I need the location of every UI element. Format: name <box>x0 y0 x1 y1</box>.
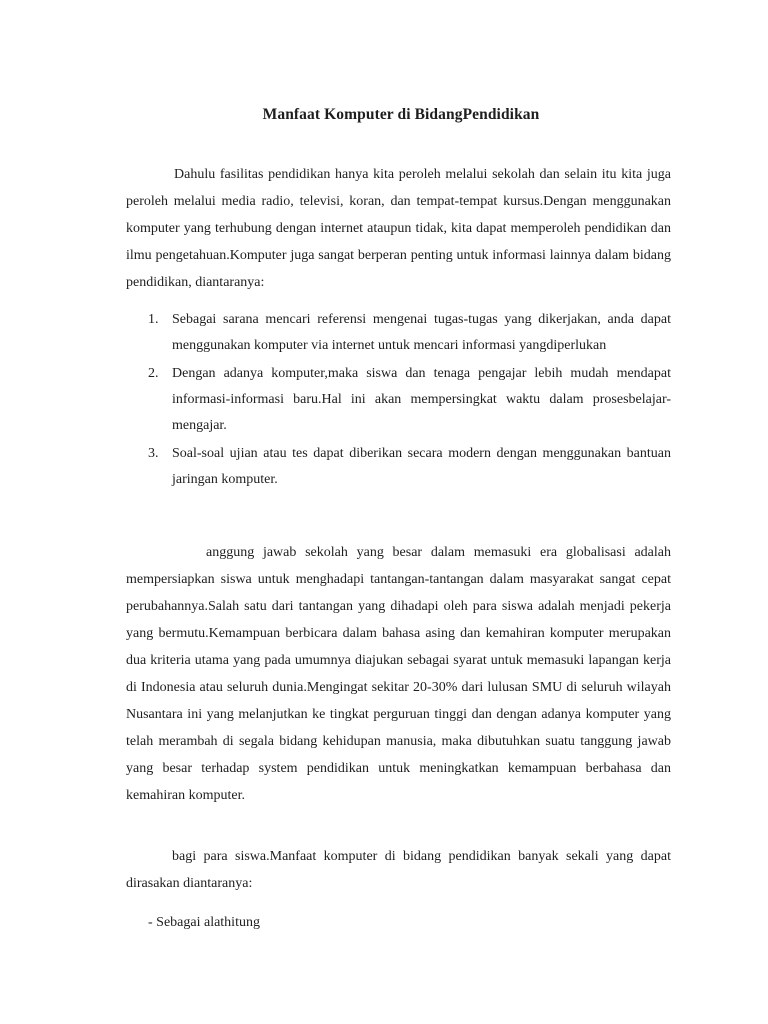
list-item-text: Dengan adanya komputer,maka siswa dan tenaga pengajar lebih mudah mendapat informasi-informasi baru.Hal ini akan mempersingkat waktu dalam prosesbelajar-mengajar. <box>172 366 671 433</box>
list-item <box>148 307 671 359</box>
list-item-text: Sebagai sarana mencari referensi mengenai tugas-tugas yang dikerjakan, anda dapat menggunakan komputer via internet untuk mencari informasi yangdiperlukan <box>172 312 671 353</box>
benefit-list <box>148 307 671 493</box>
list-item-number: 2. <box>148 366 159 381</box>
dash-list-item: - Sebagai alathitung <box>148 915 260 930</box>
list-item-number: 3. <box>148 446 159 461</box>
paragraph-benefits: bagi para siswa.Manfaat komputer di bidang pendidikan banyak sekali yang dapat dirasakan diantaranya: <box>126 849 671 891</box>
paragraph-responsibility: anggung jawab sekolah yang besar dalam memasuki era globalisasi adalah mempersiapkan siswa untuk menghadapi tantangan-tantangan dalam masyarakat sangat cepat perubahannya.Salah satu dari tantangan yang dihadapi oleh para siswa adalah menjadi pekerja yang bermutu.Kemampuan berbicara dalam bahasa asing dan kemahiran komputer merupakan dua kriteria utama yang pada umumnya diajukan sebagai syarat untuk memasuki lapangan kerja di Indonesia atau seluruh dunia.Mengingat sekitar 20-30% dari lulusan SMU di seluruh wilayah Nusantara ini yang melanjutkan ke tingkat perguruan tinggi dan dengan adanya komputer yang telah merambah di segala bidang kehidupan manusia, maka dibutuhkan suatu tanggung jawab yang besar terhadap system pendidikan untuk meningkatkan kemampuan berbahasa dan kemahiran komputer. <box>126 545 671 803</box>
list-item-text: Soal-soal ujian atau tes dapat diberikan secara modern dengan menggunakan bantuan jaringan komputer. <box>172 446 671 487</box>
list-item-number: 1. <box>148 312 159 327</box>
list-item <box>148 441 671 493</box>
paragraph-intro: Dahulu fasilitas pendidikan hanya kita peroleh melalui sekolah dan selain itu kita juga peroleh melalui media radio, televisi, koran, dan tempat-tempat kursus.Dengan menggunakan komputer yang terhubung dengan internet ataupun tidak, kita dapat memperoleh pendidikan dan ilmu pengetahuan.Komputer juga sangat berperan penting untuk informasi lainnya dalam bidang pendidikan, diantaranya: <box>126 167 671 290</box>
list-item <box>148 361 671 439</box>
document-title: Manfaat Komputer di BidangPendidikan <box>262 106 540 123</box>
